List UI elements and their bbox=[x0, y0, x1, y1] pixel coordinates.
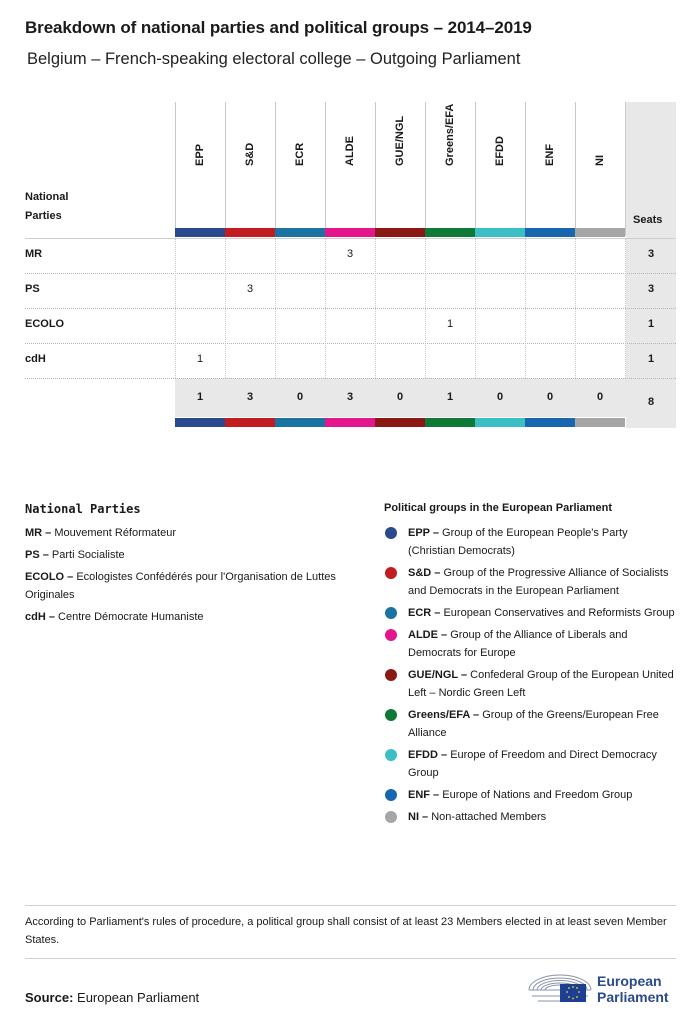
group-color-bar bbox=[575, 228, 625, 237]
group-column-label: EPP bbox=[194, 143, 206, 166]
header-column-divider bbox=[425, 102, 426, 236]
body-column-divider bbox=[275, 238, 276, 378]
group-color-bar bbox=[575, 418, 625, 427]
row-divider bbox=[25, 273, 676, 274]
header-column-divider bbox=[575, 102, 576, 236]
group-legend-item: NI – Non-attached Members bbox=[384, 808, 676, 826]
political-groups-legend-title: Political groups in the European Parliament bbox=[384, 502, 612, 514]
group-color-dot-icon bbox=[385, 669, 397, 681]
header-column-divider bbox=[175, 102, 176, 236]
row-divider bbox=[25, 378, 676, 379]
group-legend-item: EFDD – Europe of Freedom and Direct Democracy Group bbox=[384, 746, 676, 782]
group-color-bar bbox=[325, 418, 375, 427]
national-parties-header: National Parties bbox=[25, 191, 69, 222]
header-column-divider bbox=[475, 102, 476, 236]
group-column-label: ALDE bbox=[344, 136, 356, 166]
group-color-bar bbox=[225, 418, 275, 427]
group-total-cell: 0 bbox=[296, 391, 304, 403]
party-name: cdH bbox=[25, 353, 46, 365]
group-total-cell: 1 bbox=[196, 391, 204, 403]
body-column-divider bbox=[375, 238, 376, 378]
header-column-divider bbox=[625, 102, 626, 236]
row-divider bbox=[25, 343, 676, 344]
group-color-bar bbox=[175, 228, 225, 237]
header-column-divider bbox=[225, 102, 226, 236]
political-groups-legend bbox=[384, 502, 676, 830]
group-column-label: EFDD bbox=[494, 136, 506, 166]
group-total-cell: 0 bbox=[496, 391, 504, 403]
party-total-seats: 1 bbox=[647, 353, 655, 365]
party-name: ECOLO bbox=[25, 318, 65, 330]
source-label: Source: bbox=[25, 990, 74, 1005]
national-parties-legend bbox=[25, 502, 355, 630]
group-legend-item: GUE/NGL – Confederal Group of the European United Left – Nordic Green Left bbox=[384, 666, 676, 702]
group-color-dot-icon bbox=[385, 811, 397, 823]
group-color-bar bbox=[225, 228, 275, 237]
group-total-cell: 3 bbox=[246, 391, 254, 403]
divider bbox=[25, 958, 676, 959]
group-color-bar bbox=[175, 418, 225, 427]
page-title: Breakdown of national parties and political groups – 2014–2019 bbox=[25, 18, 532, 37]
seat-count-cell: 3 bbox=[246, 283, 254, 295]
party-total-seats: 3 bbox=[647, 248, 655, 260]
row-divider bbox=[25, 308, 676, 309]
national-party-legend-item: PS – Parti Socialiste bbox=[25, 549, 125, 561]
source-value: European Parliament bbox=[77, 990, 200, 1005]
body-column-divider bbox=[475, 238, 476, 378]
group-color-bar bbox=[375, 418, 425, 427]
group-color-dot-icon bbox=[385, 789, 397, 801]
group-color-bar bbox=[525, 418, 575, 427]
seat-breakdown-table bbox=[0, 0, 700, 440]
header-column-divider bbox=[525, 102, 526, 236]
group-color-dot-icon bbox=[385, 749, 397, 761]
group-column-label: Greens/EFA bbox=[444, 103, 456, 166]
group-color-dot-icon bbox=[385, 527, 397, 539]
national-party-legend-item: MR – Mouvement Réformateur bbox=[25, 527, 177, 539]
group-color-bar bbox=[275, 228, 325, 237]
group-total-cell: 0 bbox=[596, 391, 604, 403]
party-name: MR bbox=[25, 248, 43, 260]
body-column-divider bbox=[575, 238, 576, 378]
group-total-cell: 1 bbox=[446, 391, 454, 403]
group-legend-item: S&D – Group of the Progressive Alliance of Socialists and Democrats in the European Parliament bbox=[384, 564, 676, 600]
body-column-divider bbox=[525, 238, 526, 378]
header-column-divider bbox=[375, 102, 376, 236]
header-column-divider bbox=[325, 102, 326, 236]
group-legend-item: ECR – European Conservatives and Reformists Group bbox=[384, 604, 676, 622]
group-legend-item: EPP – Group of the European People's Party (Christian Democrats) bbox=[384, 524, 676, 560]
group-legend-item: ENF – Europe of Nations and Freedom Group bbox=[384, 786, 676, 804]
group-total-cell: 0 bbox=[396, 391, 404, 403]
group-total-cell: 3 bbox=[346, 391, 354, 403]
group-color-bar bbox=[375, 228, 425, 237]
seat-count-cell: 1 bbox=[196, 353, 204, 365]
group-legend-item: Greens/EFA – Group of the Greens/European Free Alliance bbox=[384, 706, 676, 742]
group-column-label: GUE/NGL bbox=[394, 115, 406, 166]
header-column-divider bbox=[275, 102, 276, 236]
seats-header: Seats bbox=[633, 214, 663, 226]
group-legend-item: ALDE – Group of the Alliance of Liberals and Democrats for Europe bbox=[384, 626, 676, 662]
group-color-bar bbox=[425, 418, 475, 427]
logo-text-line2: Parliament bbox=[597, 989, 669, 1005]
logo-text bbox=[597, 973, 669, 1005]
group-total-cell: 0 bbox=[546, 391, 554, 403]
group-column-label: ENF bbox=[544, 144, 556, 166]
footnote: According to Parliament's rules of procedure, a political group shall consist of at least 23 Members elected in at least seven Member States. bbox=[25, 916, 667, 946]
group-column-label: ECR bbox=[294, 142, 306, 166]
group-color-bar bbox=[475, 418, 525, 427]
group-column-label: S&D bbox=[244, 142, 256, 166]
grand-total-seats: 8 bbox=[647, 396, 655, 408]
group-column-label: NI bbox=[594, 155, 606, 166]
group-color-dot-icon bbox=[385, 567, 397, 579]
group-color-bar bbox=[275, 418, 325, 427]
party-total-seats: 3 bbox=[647, 283, 655, 295]
national-party-legend-item: ECOLO – Ecologistes Confédérés pour l'Organisation de Luttes Originales bbox=[25, 571, 336, 601]
group-color-dot-icon bbox=[385, 629, 397, 641]
divider bbox=[25, 905, 676, 906]
party-name: PS bbox=[25, 283, 40, 295]
seat-count-cell: 3 bbox=[346, 248, 354, 260]
seat-count-cell: 1 bbox=[446, 318, 454, 330]
page-subtitle: Belgium – French-speaking electoral college – Outgoing Parliament bbox=[27, 50, 521, 68]
group-color-bar bbox=[475, 228, 525, 237]
row-divider bbox=[25, 238, 676, 239]
party-total-seats: 1 bbox=[647, 318, 655, 330]
group-color-bar bbox=[325, 228, 375, 237]
national-party-legend-item: cdH – Centre Démocrate Humaniste bbox=[25, 611, 204, 623]
group-color-dot-icon bbox=[385, 607, 397, 619]
body-column-divider bbox=[225, 238, 226, 378]
body-column-divider bbox=[425, 238, 426, 378]
group-color-bar bbox=[525, 228, 575, 237]
source-line bbox=[25, 990, 199, 1005]
national-parties-legend-title: National Parties bbox=[25, 502, 141, 516]
group-color-dot-icon bbox=[385, 709, 397, 721]
group-color-bar bbox=[425, 228, 475, 237]
logo-text-line1: European bbox=[597, 973, 662, 989]
seats-column-background bbox=[626, 102, 676, 428]
